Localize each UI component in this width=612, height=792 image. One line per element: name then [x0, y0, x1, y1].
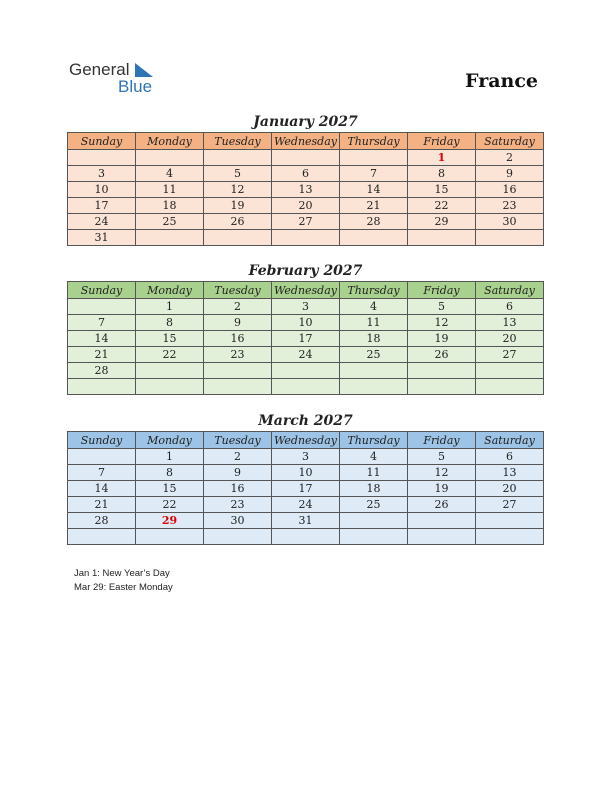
weekday-header: Monday [136, 432, 204, 449]
week-row [68, 347, 544, 363]
holiday-note: Jan 1: New Year’s Day [74, 568, 170, 579]
day-cell: 9 [204, 465, 272, 481]
weekday-header: Thursday [340, 133, 408, 150]
day-cell [408, 363, 476, 379]
week-row [68, 214, 544, 230]
month-february [67, 261, 544, 395]
day-cell: 8 [136, 315, 204, 331]
calendar-table [67, 132, 544, 246]
day-cell: 28 [68, 363, 136, 379]
day-cell: 6 [272, 166, 340, 182]
day-cell: 8 [408, 166, 476, 182]
day-cell [476, 363, 544, 379]
weekday-header: Saturday [476, 282, 544, 299]
day-cell: 17 [68, 198, 136, 214]
weekday-header: Tuesday [204, 282, 272, 299]
day-cell: 14 [68, 481, 136, 497]
day-cell: 12 [408, 465, 476, 481]
logo-triangle-icon [135, 63, 153, 77]
week-row [68, 497, 544, 513]
weekday-header: Thursday [340, 282, 408, 299]
day-cell: 25 [340, 497, 408, 513]
day-cell: 11 [136, 182, 204, 198]
week-row [68, 315, 544, 331]
logo-blue-text: Blue [118, 77, 153, 96]
day-cell: 31 [68, 230, 136, 246]
day-cell: 19 [408, 331, 476, 347]
weekday-header: Monday [136, 282, 204, 299]
day-cell [476, 379, 544, 395]
day-cell [204, 379, 272, 395]
week-row [68, 198, 544, 214]
weekday-header-row [68, 282, 544, 299]
day-cell [68, 379, 136, 395]
weekday-header: Saturday [476, 432, 544, 449]
day-cell [68, 299, 136, 315]
day-cell: 7 [68, 315, 136, 331]
day-cell: 4 [136, 166, 204, 182]
weekday-header: Saturday [476, 133, 544, 150]
day-cell: 2 [204, 299, 272, 315]
weekday-header: Monday [136, 133, 204, 150]
day-cell: 27 [272, 214, 340, 230]
day-cell: 23 [476, 198, 544, 214]
weekday-header: Wednesday [272, 282, 340, 299]
day-cell: 24 [272, 347, 340, 363]
day-cell: 2 [204, 449, 272, 465]
day-cell: 28 [68, 513, 136, 529]
day-cell [340, 379, 408, 395]
calendar-table [67, 281, 544, 395]
day-cell: 13 [476, 315, 544, 331]
day-cell: 18 [340, 481, 408, 497]
day-cell [272, 150, 340, 166]
day-cell: 4 [340, 449, 408, 465]
day-cell [408, 379, 476, 395]
day-cell [272, 363, 340, 379]
weekday-header: Sunday [68, 432, 136, 449]
holiday-note: Mar 29: Easter Monday [74, 582, 173, 593]
weekday-header-row [68, 432, 544, 449]
day-cell: 7 [340, 166, 408, 182]
calendar-table [67, 431, 544, 545]
day-cell: 1 [136, 299, 204, 315]
day-cell: 4 [340, 299, 408, 315]
week-row [68, 363, 544, 379]
day-cell: 6 [476, 449, 544, 465]
day-cell [68, 150, 136, 166]
day-cell [68, 449, 136, 465]
day-cell: 5 [408, 299, 476, 315]
day-cell: 10 [272, 315, 340, 331]
day-cell: 20 [272, 198, 340, 214]
day-cell: 15 [136, 481, 204, 497]
day-cell: 22 [136, 497, 204, 513]
holiday-notes [74, 567, 173, 595]
day-cell: 26 [408, 347, 476, 363]
day-cell: 13 [272, 182, 340, 198]
day-cell [204, 529, 272, 545]
day-cell: 21 [68, 497, 136, 513]
day-cell: 29 [408, 214, 476, 230]
day-cell [272, 230, 340, 246]
day-cell: 11 [340, 315, 408, 331]
day-cell: 9 [204, 315, 272, 331]
day-cell: 27 [476, 497, 544, 513]
weekday-header: Tuesday [204, 432, 272, 449]
day-cell: 15 [408, 182, 476, 198]
month-title: February 2027 [248, 263, 363, 279]
month-title: March 2027 [258, 413, 353, 429]
day-cell: 29 [136, 513, 204, 529]
day-cell: 19 [204, 198, 272, 214]
day-cell: 7 [68, 465, 136, 481]
week-row [68, 529, 544, 545]
day-cell [476, 513, 544, 529]
day-cell [476, 230, 544, 246]
day-cell: 26 [408, 497, 476, 513]
weekday-header: Thursday [340, 432, 408, 449]
logo-general-text: General [69, 60, 130, 79]
day-cell [340, 513, 408, 529]
week-row [68, 481, 544, 497]
day-cell: 30 [476, 214, 544, 230]
day-cell: 11 [340, 465, 408, 481]
weekday-header: Friday [408, 282, 476, 299]
day-cell [408, 230, 476, 246]
day-cell: 3 [272, 449, 340, 465]
day-cell: 16 [204, 481, 272, 497]
day-cell: 3 [272, 299, 340, 315]
day-cell [408, 529, 476, 545]
day-cell: 14 [68, 331, 136, 347]
day-cell: 2 [476, 150, 544, 166]
day-cell: 10 [68, 182, 136, 198]
day-cell [68, 529, 136, 545]
week-row [68, 513, 544, 529]
day-cell: 27 [476, 347, 544, 363]
week-row [68, 449, 544, 465]
day-cell: 21 [340, 198, 408, 214]
day-cell: 22 [136, 347, 204, 363]
day-cell [136, 529, 204, 545]
week-row [68, 230, 544, 246]
day-cell [204, 150, 272, 166]
day-cell: 22 [408, 198, 476, 214]
day-cell: 21 [68, 347, 136, 363]
day-cell: 31 [272, 513, 340, 529]
month-march [67, 411, 544, 545]
day-cell: 18 [340, 331, 408, 347]
week-row [68, 182, 544, 198]
day-cell [340, 529, 408, 545]
month-january [67, 112, 544, 246]
day-cell: 18 [136, 198, 204, 214]
day-cell: 19 [408, 481, 476, 497]
day-cell: 24 [272, 497, 340, 513]
week-row [68, 465, 544, 481]
weekday-header: Tuesday [204, 133, 272, 150]
day-cell: 3 [68, 166, 136, 182]
day-cell [476, 529, 544, 545]
day-cell: 23 [204, 347, 272, 363]
day-cell: 26 [204, 214, 272, 230]
week-row [68, 379, 544, 395]
week-row [68, 166, 544, 182]
day-cell [136, 230, 204, 246]
day-cell: 12 [408, 315, 476, 331]
day-cell [340, 230, 408, 246]
day-cell: 5 [204, 166, 272, 182]
day-cell: 16 [476, 182, 544, 198]
day-cell [136, 150, 204, 166]
month-title: January 2027 [253, 114, 358, 130]
weekday-header: Friday [408, 432, 476, 449]
day-cell: 10 [272, 465, 340, 481]
day-cell: 15 [136, 331, 204, 347]
day-cell: 13 [476, 465, 544, 481]
weekday-header: Wednesday [272, 432, 340, 449]
day-cell: 23 [204, 497, 272, 513]
day-cell: 6 [476, 299, 544, 315]
day-cell [340, 150, 408, 166]
day-cell: 25 [340, 347, 408, 363]
day-cell: 25 [136, 214, 204, 230]
brand-logo [69, 60, 169, 100]
day-cell: 16 [204, 331, 272, 347]
day-cell [204, 363, 272, 379]
day-cell: 8 [136, 465, 204, 481]
day-cell: 24 [68, 214, 136, 230]
weekday-header: Wednesday [272, 133, 340, 150]
day-cell: 14 [340, 182, 408, 198]
weekday-header: Sunday [68, 282, 136, 299]
day-cell: 28 [340, 214, 408, 230]
day-cell: 20 [476, 331, 544, 347]
day-cell [272, 379, 340, 395]
weekday-header: Friday [408, 133, 476, 150]
day-cell: 20 [476, 481, 544, 497]
day-cell: 12 [204, 182, 272, 198]
day-cell: 17 [272, 481, 340, 497]
day-cell: 1 [136, 449, 204, 465]
week-row [68, 331, 544, 347]
day-cell [136, 363, 204, 379]
day-cell: 1 [408, 150, 476, 166]
weekday-header: Sunday [68, 133, 136, 150]
day-cell: 17 [272, 331, 340, 347]
country-title: France [465, 70, 538, 92]
day-cell [340, 363, 408, 379]
day-cell: 30 [204, 513, 272, 529]
week-row [68, 299, 544, 315]
day-cell: 9 [476, 166, 544, 182]
day-cell [272, 529, 340, 545]
day-cell [136, 379, 204, 395]
day-cell: 5 [408, 449, 476, 465]
weekday-header-row [68, 133, 544, 150]
day-cell [204, 230, 272, 246]
week-row [68, 150, 544, 166]
day-cell [408, 513, 476, 529]
